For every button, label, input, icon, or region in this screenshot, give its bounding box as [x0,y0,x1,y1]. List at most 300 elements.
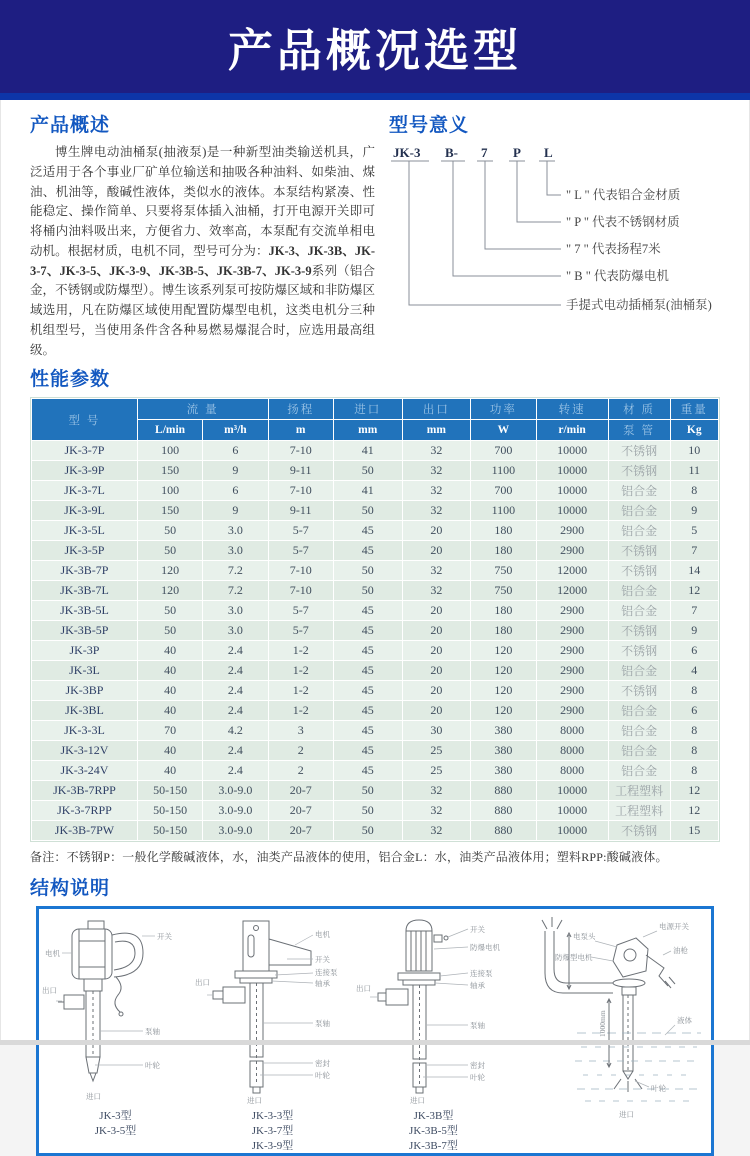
table-cell: 120 [471,681,535,700]
table-cell: 20-7 [269,801,333,820]
table-cell: 45 [334,601,402,620]
callout-label: 叶轮 [469,1073,485,1083]
table-cell: JK-3-12V [32,741,137,760]
table-cell: 50 [334,781,402,800]
dimension-label: 1000mm [597,1010,607,1038]
overview-model-list: JK-3、JK-3B、JK-3-7、JK-3-5、JK-3-9、JK-3B-5、JK-3B-7、JK-3-9 [30,243,375,278]
table-cell: 铝合金 [609,501,670,520]
callout-leads [207,935,313,1075]
table-cell: 2.4 [203,761,267,780]
table-cell: 120 [138,581,202,600]
callout-label: 进口 [85,1092,101,1102]
table-cell: 180 [471,541,535,560]
table-cell: JK-3-7L [32,481,137,500]
table-cell: 4 [671,661,718,680]
table-cell: 9 [671,621,718,640]
table-cell: 铝合金 [609,481,670,500]
table-cell: 10000 [537,441,608,460]
table-row [32,501,718,520]
table-cell: JK-3-9P [32,461,137,480]
table-cell: 9 [671,501,718,520]
table-cell: 不锈钢 [609,641,670,660]
performance-table-header [32,399,718,440]
table-cell: 20-7 [269,781,333,800]
table-cell: 3.0 [203,521,267,540]
table-note: 备注：不锈钢P：一般化学酸碱液体，水，油类产品液体的使用，铝合金L：水，油类产品液体用；塑料RPP:酸碱液体。 [30,850,668,865]
callout-label: 进口 [246,1096,262,1106]
table-cell: 11 [671,461,718,480]
table-cell: 32 [403,581,471,600]
table-cell: 不锈钢 [609,461,670,480]
table-row [32,581,718,600]
table-cell: 32 [403,801,471,820]
content [0,100,750,1156]
table-cell: 20 [403,601,471,620]
table-cell: 45 [334,541,402,560]
table-cell: 3.0-9.0 [203,821,267,840]
col-header-material: 材 质 [609,399,670,419]
table-cell: 40 [138,681,202,700]
pump-diagram-installation [517,915,709,1125]
table-cell: 45 [334,681,402,700]
table-cell: 2.4 [203,641,267,660]
callout-label: 叶轮 [650,1084,666,1094]
table-row [32,681,718,700]
table-cell: 8 [671,761,718,780]
callout-label: 开关 [469,925,485,935]
table-cell: 10 [671,441,718,460]
callout-label: 进口 [618,1110,634,1120]
table-cell: 20 [403,681,471,700]
overview-text-1: 博生牌电动油桶泵(抽液泵)是一种新型油类输送机具，广泛适用于各个事业厂矿单位输送和抽吸各种油料、如柴油、煤油、机油等，酸碱性液体，类似水的液体。本泵结构紧凑、性能稳定、操作简单、只要将泵体插入油桶，打开电源开关即可将桶内油料吸出来，方便省力、效率高，本泵配有交流单相电动机。根据材质，电机不同，型号可分为： [30,145,375,258]
table-cell: JK-3BP [32,681,137,700]
table-cell: 6 [203,441,267,460]
table-cell: 10000 [537,461,608,480]
table-row [32,621,718,640]
callout-label: " 7 " 代表扬程7米 [566,242,661,256]
callout-label: " L " 代表铝合金材质 [566,188,681,202]
table-row [32,741,718,760]
table-cell: JK-3-5L [32,521,137,540]
structure-box [36,906,714,1156]
table-cell: 6 [203,481,267,500]
table-cell: 50 [138,601,202,620]
code-token: L [544,145,553,160]
table-cell: 880 [471,801,535,820]
table-cell: 20 [403,521,471,540]
diagram-caption: JK-3-3型 [251,1110,294,1123]
callout-label: 防爆型电机 [554,953,592,963]
table-cell: 5-7 [269,621,333,640]
table-cell: 40 [138,761,202,780]
table-cell: 2900 [537,621,608,640]
col-header-speed: 转速 [537,399,608,419]
callout-label: 泵轴 [144,1027,160,1037]
table-row [32,661,718,680]
table-cell: 1-2 [269,701,333,720]
table-cell: 铝合金 [609,661,670,680]
table-cell: 20 [403,661,471,680]
table-cell: 5-7 [269,601,333,620]
diagram-caption: JK-3B-7型 [409,1139,458,1152]
table-cell: 8 [671,721,718,740]
callout-label: 泵轴 [469,1021,485,1031]
table-row [32,761,718,780]
table-cell: JK-3-24V [32,761,137,780]
table-cell: 50-150 [138,781,202,800]
col-header-head: 扬程 [269,399,333,419]
table-cell: 8 [671,681,718,700]
table-cell: 45 [334,621,402,640]
table-cell: 25 [403,761,471,780]
table-cell: 50 [138,541,202,560]
table-cell: 50 [138,521,202,540]
table-cell: 6 [671,701,718,720]
table-cell: 9 [203,501,267,520]
page-title: 产品概况选型 [227,25,522,76]
table-cell: 2900 [537,541,608,560]
table-cell: 8000 [537,761,608,780]
callout-label: 进口 [409,1096,425,1106]
table-cell: 1-2 [269,681,333,700]
table-cell: 3.0-9.0 [203,781,267,800]
table-cell: 20 [403,541,471,560]
diagram-captions [409,1109,458,1154]
callout-label: 电机 [314,930,330,940]
table-cell: 120 [471,661,535,680]
col-unit-inlet: mm [334,420,402,440]
table-cell: 14 [671,561,718,580]
table-row [32,721,718,740]
table-cell: 不锈钢 [609,681,670,700]
table-cell: 180 [471,521,535,540]
table-cell: JK-3B-7P [32,561,137,580]
table-cell: 5 [671,521,718,540]
table-cell: 45 [334,721,402,740]
code-token: 7 [481,145,488,160]
col-header-model: 型 号 [32,399,137,440]
table-cell: 50 [334,581,402,600]
col-unit-weight: Kg [671,420,718,440]
performance-table-body [32,441,718,840]
table-cell: 8000 [537,721,608,740]
table-cell: 50 [334,801,402,820]
table-cell: 45 [334,661,402,680]
table-cell: 7-10 [269,561,333,580]
callout-lines [409,161,561,305]
col-header-flow: 流 量 [138,399,268,419]
table-cell: JK-3-5P [32,541,137,560]
table-cell: 10000 [537,501,608,520]
table-cell: 12000 [537,561,608,580]
table-cell: 不锈钢 [609,541,670,560]
table-cell: 40 [138,641,202,660]
table-cell: 9-11 [269,461,333,480]
diagram-caption: JK-3型 [99,1110,132,1123]
table-cell: 3.0-9.0 [203,801,267,820]
table-cell: 铝合金 [609,581,670,600]
table-cell: 8 [671,741,718,760]
table-cell: 32 [403,821,471,840]
callout-label: 连接泵 [314,968,337,978]
table-cell: 工程塑料 [609,781,670,800]
callout-label: 出口 [194,978,210,988]
table-cell: 7.2 [203,561,267,580]
table-cell: 50-150 [138,821,202,840]
table-row [32,521,718,540]
table-cell: 12 [671,581,718,600]
table-cell: 380 [471,761,535,780]
structure-heading: 结构说明 [30,878,111,900]
code-token: JK-3 [393,145,421,160]
table-cell: 10000 [537,801,608,820]
callout-label: 油枪 [672,946,688,956]
table-cell: 700 [471,441,535,460]
callout-label: 叶轮 [314,1071,330,1081]
diagram-caption: JK-3-5型 [94,1125,137,1138]
table-cell: JK-3L [32,661,137,680]
table-cell: 2.4 [203,701,267,720]
table-cell: 2900 [537,701,608,720]
model-meaning-section [389,110,720,360]
table-row [32,801,718,820]
pump-drawing-jk3b [356,915,512,1107]
table-cell: 180 [471,621,535,640]
col-unit-outlet: mm [403,420,471,440]
overview-text-2: 系列（铝合金，不锈钢或防爆型）。博生该系列泵可按防爆区域和非防爆区域选用，凡在防爆区域使用配置防爆型电机，这类电机分三种机组型号，当使用条件含各种易燃易爆混合时，应选用最高组级。 [30,263,375,357]
table-cell: 铝合金 [609,701,670,720]
table-cell: 45 [334,641,402,660]
table-row [32,461,718,480]
col-unit-m3h: m³/h [203,420,267,440]
pump-installation-drawing [517,915,709,1123]
table-cell: 1100 [471,501,535,520]
col-header-inlet: 进口 [334,399,402,419]
table-cell: 6 [671,641,718,660]
table-cell: 100 [138,441,202,460]
table-cell: 3.0 [203,541,267,560]
table-cell: 45 [334,701,402,720]
table-cell: 32 [403,781,471,800]
table-cell: 25 [403,741,471,760]
table-cell: 880 [471,781,535,800]
table-cell: JK-3P [32,641,137,660]
table-cell: JK-3-9L [32,501,137,520]
table-row [32,601,718,620]
performance-heading: 性能参数 [30,369,111,391]
table-cell: 7 [671,541,718,560]
table-row [32,441,718,460]
table-cell: 不锈钢 [609,441,670,460]
table-cell: 10000 [537,481,608,500]
table-cell: 10000 [537,821,608,840]
diagram-caption: JK-3-7型 [251,1125,294,1138]
table-cell: 1-2 [269,661,333,680]
table-cell: 铝合金 [609,721,670,740]
callout-label: 防爆电机 [469,943,500,953]
table-row [32,701,718,720]
table-cell: JK-3-7P [32,441,137,460]
table-cell: 7.2 [203,581,267,600]
table-row [32,561,718,580]
table-cell: 20-7 [269,821,333,840]
callout-label: " P " 代表不锈钢材质 [566,215,680,229]
table-cell: 10000 [537,781,608,800]
table-cell: 50 [334,501,402,520]
table-cell: 铝合金 [609,601,670,620]
top-row [30,110,720,360]
table-cell: 180 [471,601,535,620]
table-cell: JK-3-3L [32,721,137,740]
table-row [32,481,718,500]
table-cell: 45 [334,761,402,780]
table-cell: 120 [471,641,535,660]
callout-label: 轴承 [314,979,330,989]
table-cell: 750 [471,561,535,580]
table-cell: 9 [203,461,267,480]
callout-label: 连接泵 [469,969,492,979]
table-cell: 32 [403,501,471,520]
table-row [32,821,718,840]
model-code-diagram [389,143,719,339]
table-cell: 100 [138,481,202,500]
diagram-captions [95,1109,137,1139]
table-cell: 41 [334,481,402,500]
table-cell: 50 [334,821,402,840]
performance-table [30,397,720,842]
table-cell: 32 [403,441,471,460]
table-cell: 2 [269,761,333,780]
table-row [32,641,718,660]
table-cell: 12 [671,801,718,820]
table-cell: 铝合金 [609,741,670,760]
callout-label: 密封 [469,1061,485,1071]
table-cell: JK-3B-7PW [32,821,137,840]
table-cell: 1-2 [269,641,333,660]
table-cell: 工程塑料 [609,801,670,820]
table-cell: 2900 [537,641,608,660]
code-token: P [513,145,521,160]
overview-paragraph [30,143,375,360]
table-cell: 4.2 [203,721,267,740]
table-cell: 7 [671,601,718,620]
table-cell: 9-11 [269,501,333,520]
table-cell: 40 [138,741,202,760]
diagram-caption: JK-3-9型 [251,1139,294,1152]
table-cell: 2900 [537,601,608,620]
table-cell: 32 [403,481,471,500]
code-token: B- [445,145,458,160]
table-cell: 3.0 [203,621,267,640]
table-cell: 70 [138,721,202,740]
diagram-captions [252,1109,294,1154]
table-cell: 32 [403,561,471,580]
pump-drawing-jk33 [195,915,351,1107]
banner [0,0,750,100]
table-cell: 15 [671,821,718,840]
table-cell: 50 [334,461,402,480]
col-header-weight: 重量 [671,399,718,419]
table-cell: 7-10 [269,441,333,460]
table-cell: 45 [334,741,402,760]
table-cell: 50-150 [138,801,202,820]
table-cell: 41 [334,441,402,460]
diagram-caption: JK-3B型 [413,1110,454,1123]
table-row [32,541,718,560]
table-cell: 700 [471,481,535,500]
diagram-caption: JK-3B-5型 [409,1125,458,1138]
table-cell: 7-10 [269,581,333,600]
table-cell: JK-3B-5L [32,601,137,620]
col-unit-head: m [269,420,333,440]
table-cell: 5-7 [269,521,333,540]
pump-diagram-jk3b [356,915,512,1154]
table-cell: JK-3B-7RPP [32,781,137,800]
col-header-outlet: 出口 [403,399,471,419]
table-cell: 20 [403,641,471,660]
table-cell: 45 [334,521,402,540]
table-cell: 5-7 [269,541,333,560]
table-cell: 2900 [537,681,608,700]
table-cell: 40 [138,701,202,720]
callout-label: 出口 [41,986,57,996]
table-cell: 12000 [537,581,608,600]
col-unit-speed: r/min [537,420,608,440]
page-bottom-strip [0,1040,750,1045]
table-cell: 不锈钢 [609,621,670,640]
table-cell: 380 [471,721,535,740]
table-cell: 8000 [537,741,608,760]
table-cell: 12 [671,781,718,800]
callout-label: 出口 [355,984,371,994]
table-cell: 铝合金 [609,761,670,780]
pump-diagram-jk33 [195,915,351,1154]
table-cell: JK-3B-5P [32,621,137,640]
table-cell: 2.4 [203,681,267,700]
col-unit-power: W [471,420,535,440]
table-cell: 750 [471,581,535,600]
pump-diagram-jk3 [42,915,190,1139]
table-cell: 3 [269,721,333,740]
callout-label: 电机 [44,949,60,959]
table-cell: 1100 [471,461,535,480]
table-cell: 2.4 [203,661,267,680]
overview-section [30,110,375,360]
table-cell: JK-3-7RPP [32,801,137,820]
table-cell: 150 [138,501,202,520]
table-cell: 20 [403,701,471,720]
table-cell: 32 [403,461,471,480]
table-cell: JK-3BL [32,701,137,720]
callout-label: 轴承 [469,981,485,991]
callout-label: 叶轮 [144,1061,160,1071]
callout-label: 手提式电动插桶泵(油桶泵) [566,298,712,312]
callout-label: 开关 [314,955,330,965]
table-cell: 120 [471,701,535,720]
table-cell: 50 [138,621,202,640]
callout-label: 泵轴 [314,1019,330,1029]
table-cell: 20 [403,621,471,640]
table-cell: JK-3B-7L [32,581,137,600]
overview-heading: 产品概述 [30,115,111,136]
table-cell: 40 [138,661,202,680]
table-cell: 120 [138,561,202,580]
table-cell: 150 [138,461,202,480]
pump-drawing-jk3 [42,915,190,1107]
table-cell: 30 [403,721,471,740]
col-header-material2: 泵 管 [609,420,670,440]
table-cell: 2900 [537,521,608,540]
